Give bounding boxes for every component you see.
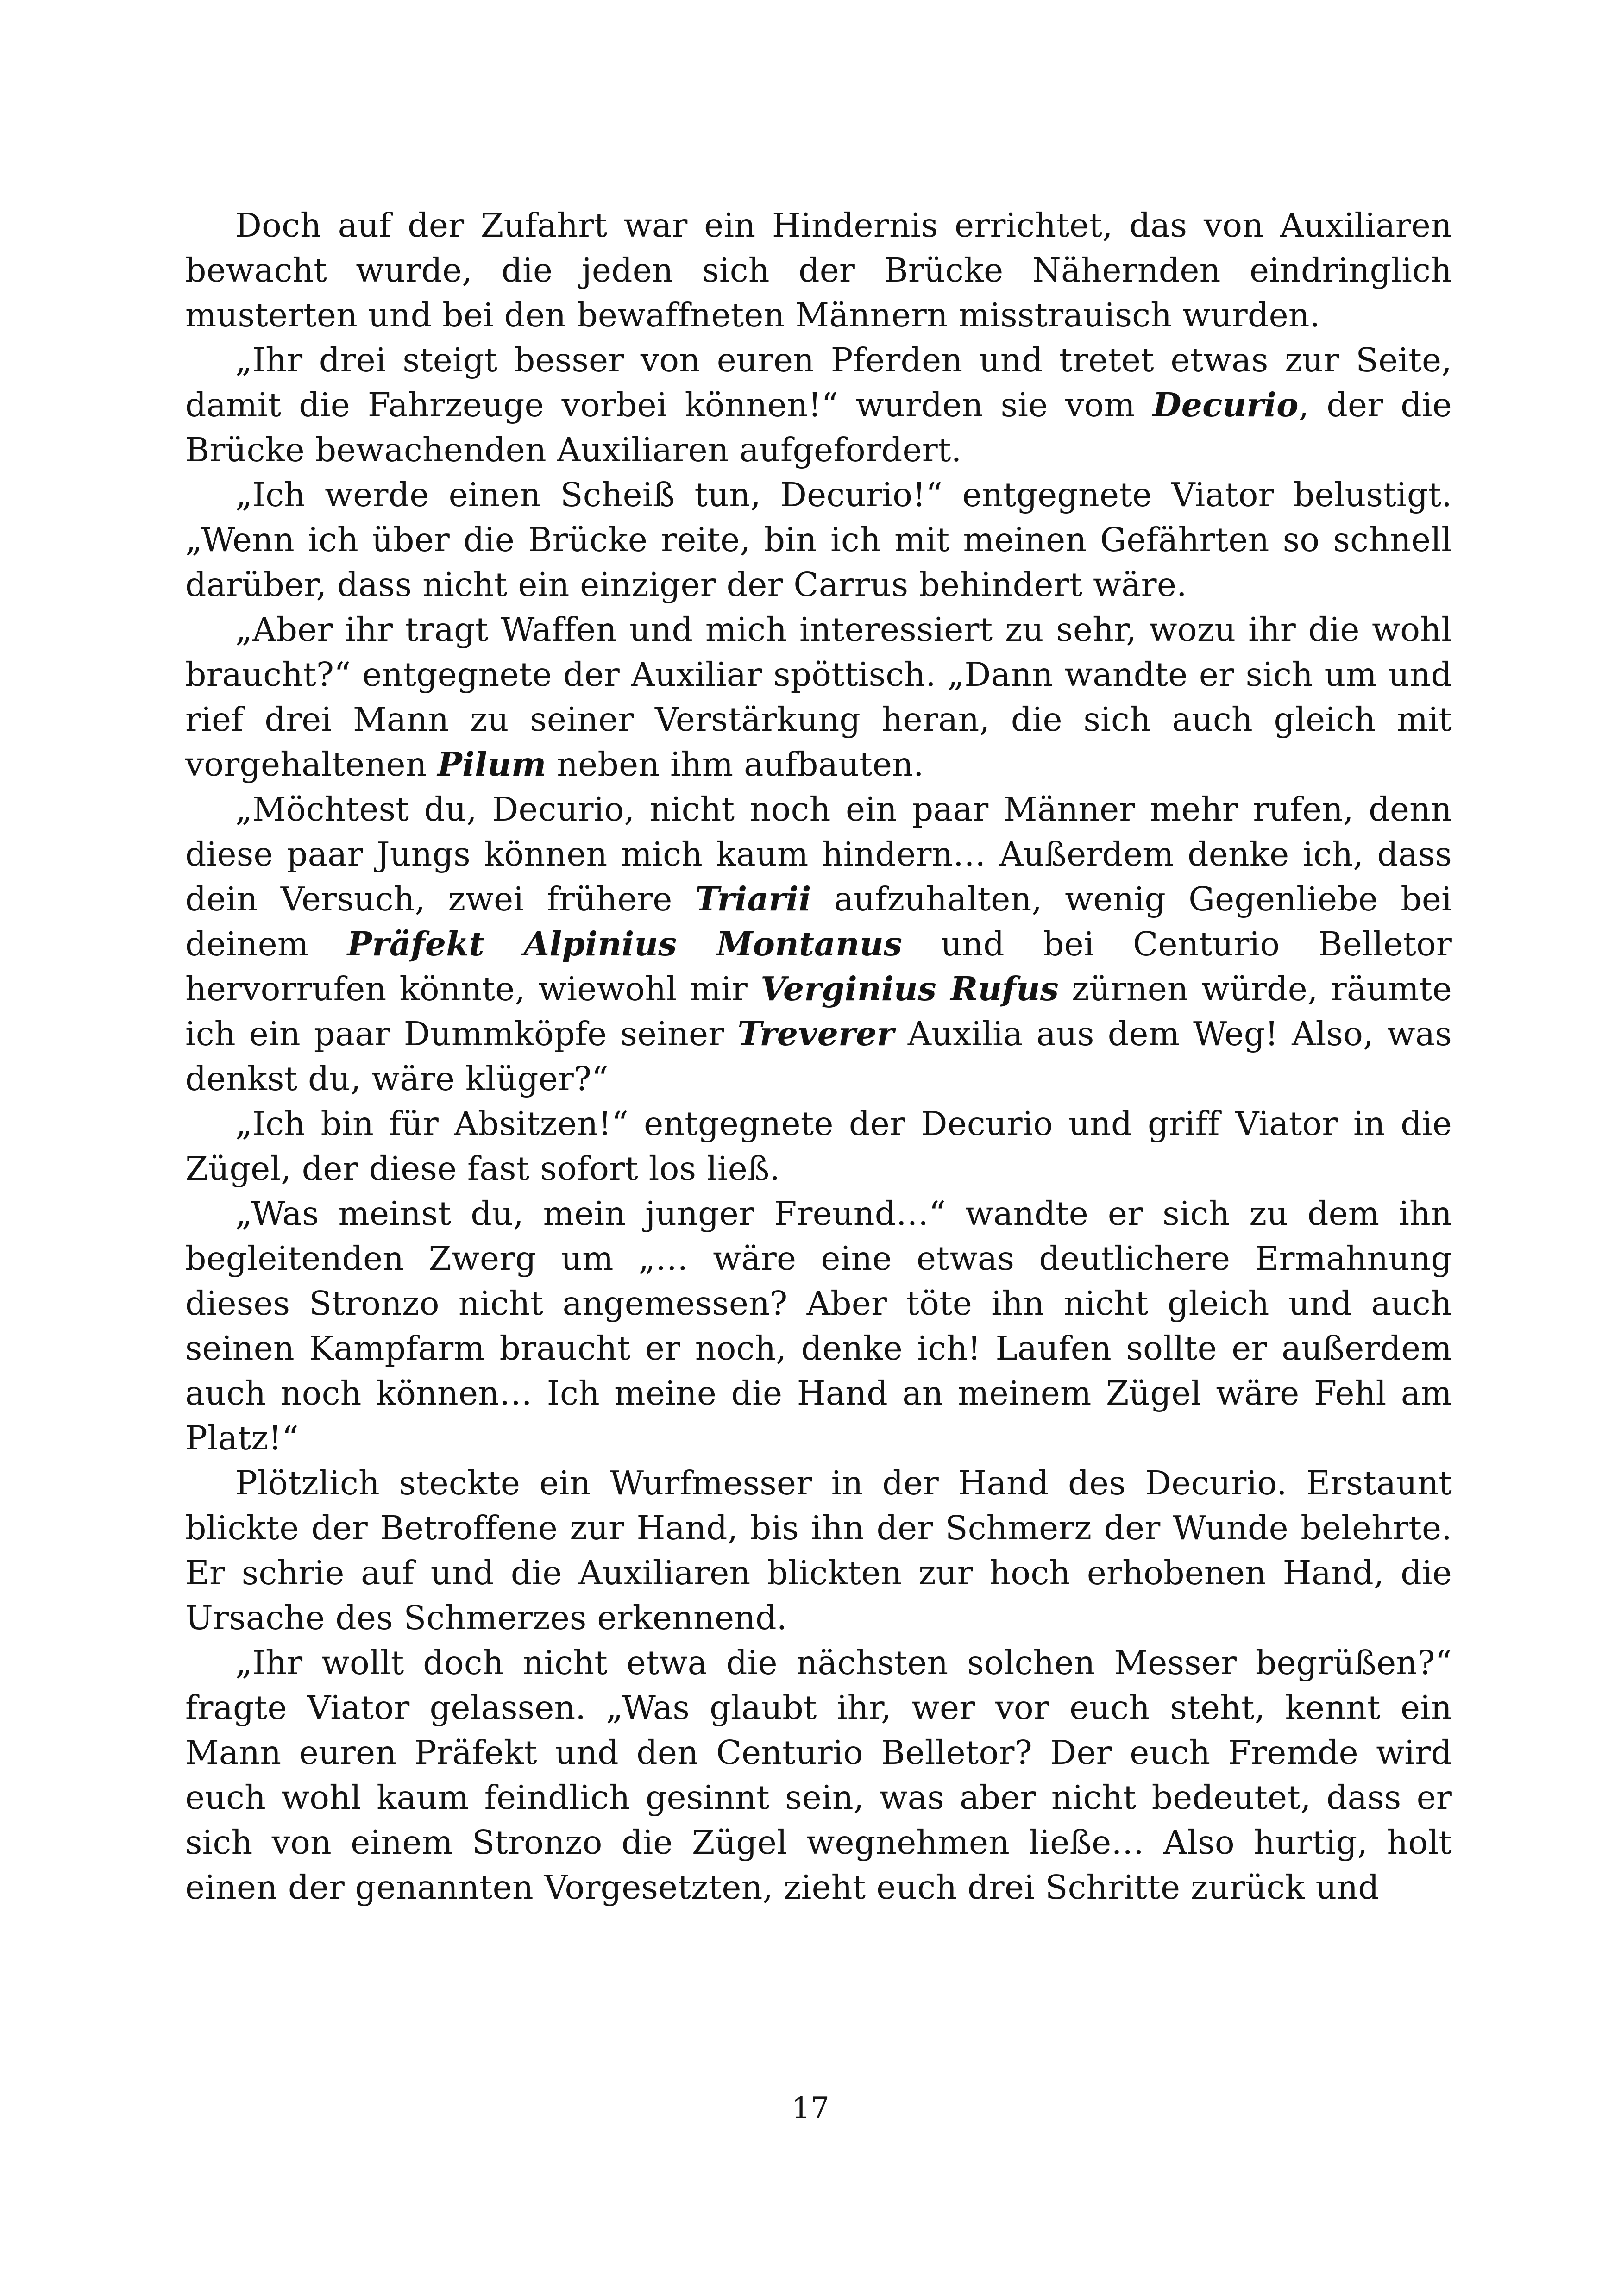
body-text: „Möchtest du, Decurio, nicht noch ein paar Männer mehr rufen, denn diese paar Jungs können mich kaum hindern… Außerdem denke ich, dass dein Versuch, zwei frühere [185, 790, 1452, 918]
body-text: „Was meinst du, mein junger Freund…“ wandte er sich zu dem ihn begleitenden Zwerg um „… wäre eine etwas deutlichere Ermahnung dieses Stronzo nicht angemessen? Aber töte ihn nicht gleich und auch seinen Kampfarm braucht er noch, denke ich! Laufen sollte er außerdem auch noch können… Ich meine die Hand an meinem Zügel wäre Fehl am Platz!“ [185, 1194, 1452, 1457]
body-text: neben ihm aufbauten. [546, 745, 924, 784]
paragraph [185, 1191, 1452, 1461]
paragraph [185, 787, 1452, 1101]
body-text: aufzuhalten, wenig Gegenliebe bei deinem [185, 880, 1452, 963]
body-text: Auxilia aus dem Weg! Also, was denkst du, wäre klüger?“ [185, 1015, 1452, 1098]
page-number: 17 [792, 2091, 829, 2126]
body-text: „Ich bin für Absitzen!“ entgegnete der Decurio und griff Viator in die Zügel, der diese fast sofort los ließ. [185, 1104, 1452, 1188]
body-text: „Ich werde einen Scheiß tun, Decurio!“ entgegnete Viator belustigt. „Wenn ich über die Brücke reite, bin ich mit meinen Gefährten so schnell darüber, dass nicht ein einziger der Carrus behindert wäre. [185, 476, 1452, 604]
emphasized-text: Decurio [1152, 385, 1299, 424]
emphasized-text: Treverer [737, 1014, 894, 1053]
text-block [185, 203, 1452, 1910]
emphasized-text: Triarii [695, 879, 811, 918]
body-text: und bei Centurio Belletor hervorrufen könnte, wiewohl mir [185, 925, 1452, 1008]
paragraph [185, 607, 1452, 787]
emphasized-text: Verginius Rufus [760, 969, 1059, 1008]
body-text: , der die Brücke bewachenden Auxiliaren aufgefordert. [185, 386, 1452, 469]
paragraph [185, 338, 1452, 472]
emphasized-text: Präfekt Alpinius Montanus [347, 924, 903, 963]
body-text: „Aber ihr tragt Waffen und mich interessiert zu sehr, wozu ihr die wohl braucht?“ entgegnete der Auxiliar spöttisch. „Dann wandte er sich um und rief drei Mann zu seiner Verstärkung heran, die sich auch gleich mit vorgehaltenen [185, 610, 1452, 784]
paragraph [185, 1461, 1452, 1640]
paragraph [185, 472, 1452, 607]
body-text: zürnen würde, räumte ich ein paar Dummköpfe seiner [185, 970, 1452, 1053]
paragraph [185, 203, 1452, 338]
emphasized-text: Pilum [437, 745, 547, 784]
paragraph [185, 1101, 1452, 1191]
body-text: „Ihr wollt doch nicht etwa die nächsten solchen Messer begrüßen?“ fragte Viator gelassen. „Was glaubt ihr, wer vor euch steht, kennt ein Mann euren Präfekt und den Centurio Belletor? Der euch Fremde wird euch wohl kaum feindlich gesinnt sein, was aber nicht bedeutet, dass er sich von einem Stronzo die Zügel wegnehmen ließe… Also hurtig, holt einen der genannten Vorgesetzten, zieht euch drei Schritte zurück und [185, 1644, 1452, 1907]
paragraph [185, 1640, 1452, 1910]
body-text: Plötzlich steckte ein Wurfmesser in der Hand des Decurio. Erstaunt blickte der Betroffene zur Hand, bis ihn der Schmerz der Wunde belehrte. Er schrie auf und die Auxiliaren blickten zur hoch erhobenen Hand, die Ursache des Schmerzes erkennend. [185, 1464, 1452, 1637]
body-text: „Ihr drei steigt besser von euren Pferden und tretet etwas zur Seite, damit die Fahrzeuge vorbei können!“ wurden sie vom [185, 341, 1452, 424]
body-text: Doch auf der Zufahrt war ein Hindernis errichtet, das von Auxiliaren bewacht wurde, die jeden sich der Brücke Nähernden eindringlich musterten und bei den bewaffneten Männern misstrauisch wurden. [185, 206, 1452, 334]
